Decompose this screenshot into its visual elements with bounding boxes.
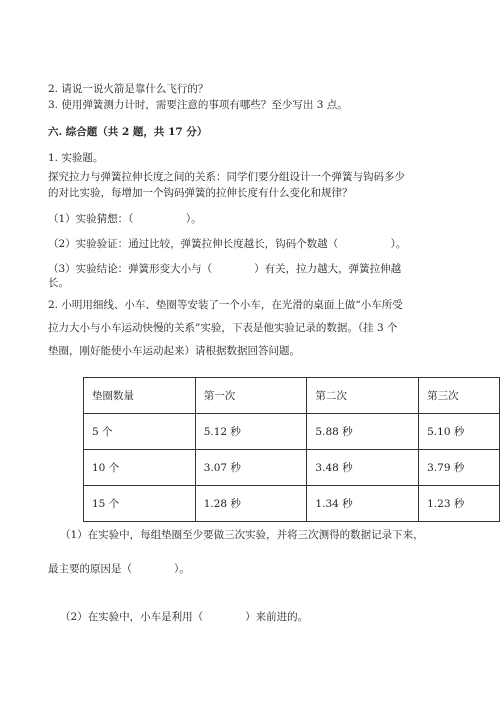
table-header-cell: 第二次 — [307, 378, 419, 414]
q1-intro-line1: 探究拉力与弹簧拉伸长度之间的关系：同学们要分组设计一个弹簧与钩码多少 — [48, 171, 405, 183]
question-2-rocket: 2. 请说一说火箭是靠什么飞行的？ — [48, 83, 209, 95]
q1-part2: （2）实验验证：通过比较，弹簧拉伸长度越长，钩码个数越（ ）。 — [48, 238, 407, 250]
table-cell: 5.12 秒 — [195, 414, 307, 450]
table-cell: 3.48 秒 — [307, 450, 419, 486]
table-cell: 1.23 秒 — [419, 486, 500, 522]
table-header-row — [84, 378, 500, 414]
table-row — [84, 414, 500, 450]
table-header-cell: 第一次 — [195, 378, 307, 414]
table-cell: 5.10 秒 — [419, 414, 500, 450]
q2-line2: 拉力大小与小车运动快慢的关系”实验，下表是他实验记录的数据。（挂 3 个 — [48, 322, 398, 334]
table-cell: 1.28 秒 — [195, 486, 307, 522]
q1-intro-line2: 的对比实验，每增加一个钩码弹簧的拉伸长度有什么变化和规律？ — [48, 187, 353, 199]
table-row — [84, 486, 500, 522]
table-cell: 3.79 秒 — [419, 450, 500, 486]
q2-line3: 垫圈，刚好能使小车运动起来）请根据数据回答问题。 — [48, 345, 300, 357]
table-cell: 5 个 — [84, 414, 196, 450]
question-3-spring-scale: 3. 使用弹簧测力计时，需要注意的事项有哪些？至少写出 3 点。 — [48, 99, 348, 111]
q2-line1: 2. 小明用细线、小车、垫圈等安装了一个小车，在光滑的桌面上做“小车所受 — [48, 299, 403, 311]
q1-part3-line2: 长。 — [48, 277, 69, 289]
table-cell: 3.07 秒 — [195, 450, 307, 486]
table-cell: 15 个 — [84, 486, 196, 522]
section-title: 六. 综合题（共 2 题，共 17 分） — [48, 126, 208, 138]
q1-part3-line1: （3）实验结论：弹簧形变大小与（ ）有关，拉力越大，弹簧拉伸越 — [48, 263, 402, 275]
table-header-cell: 垫圈数量 — [84, 378, 196, 414]
table-cell: 1.34 秒 — [307, 486, 419, 522]
table-header-cell: 第三次 — [419, 378, 500, 414]
table-row — [84, 450, 500, 486]
q2-sub1-line1: （1）在实验中，每组垫圈至少要做三次实验，并将三次测得的数据记录下来， — [60, 529, 424, 541]
table-cell: 10 个 — [84, 450, 196, 486]
experiment-data-table — [83, 377, 500, 522]
table-cell: 5.88 秒 — [307, 414, 419, 450]
q1-heading: 1. 实验题。 — [48, 152, 104, 164]
q2-sub1-line2: 最主要的原因是（ ）。 — [48, 563, 190, 575]
q1-part1: （1）实验猜想：（ ）。 — [48, 213, 202, 225]
q2-sub2: （2）在实验中，小车是利用（ ）来前进的。 — [60, 611, 309, 623]
